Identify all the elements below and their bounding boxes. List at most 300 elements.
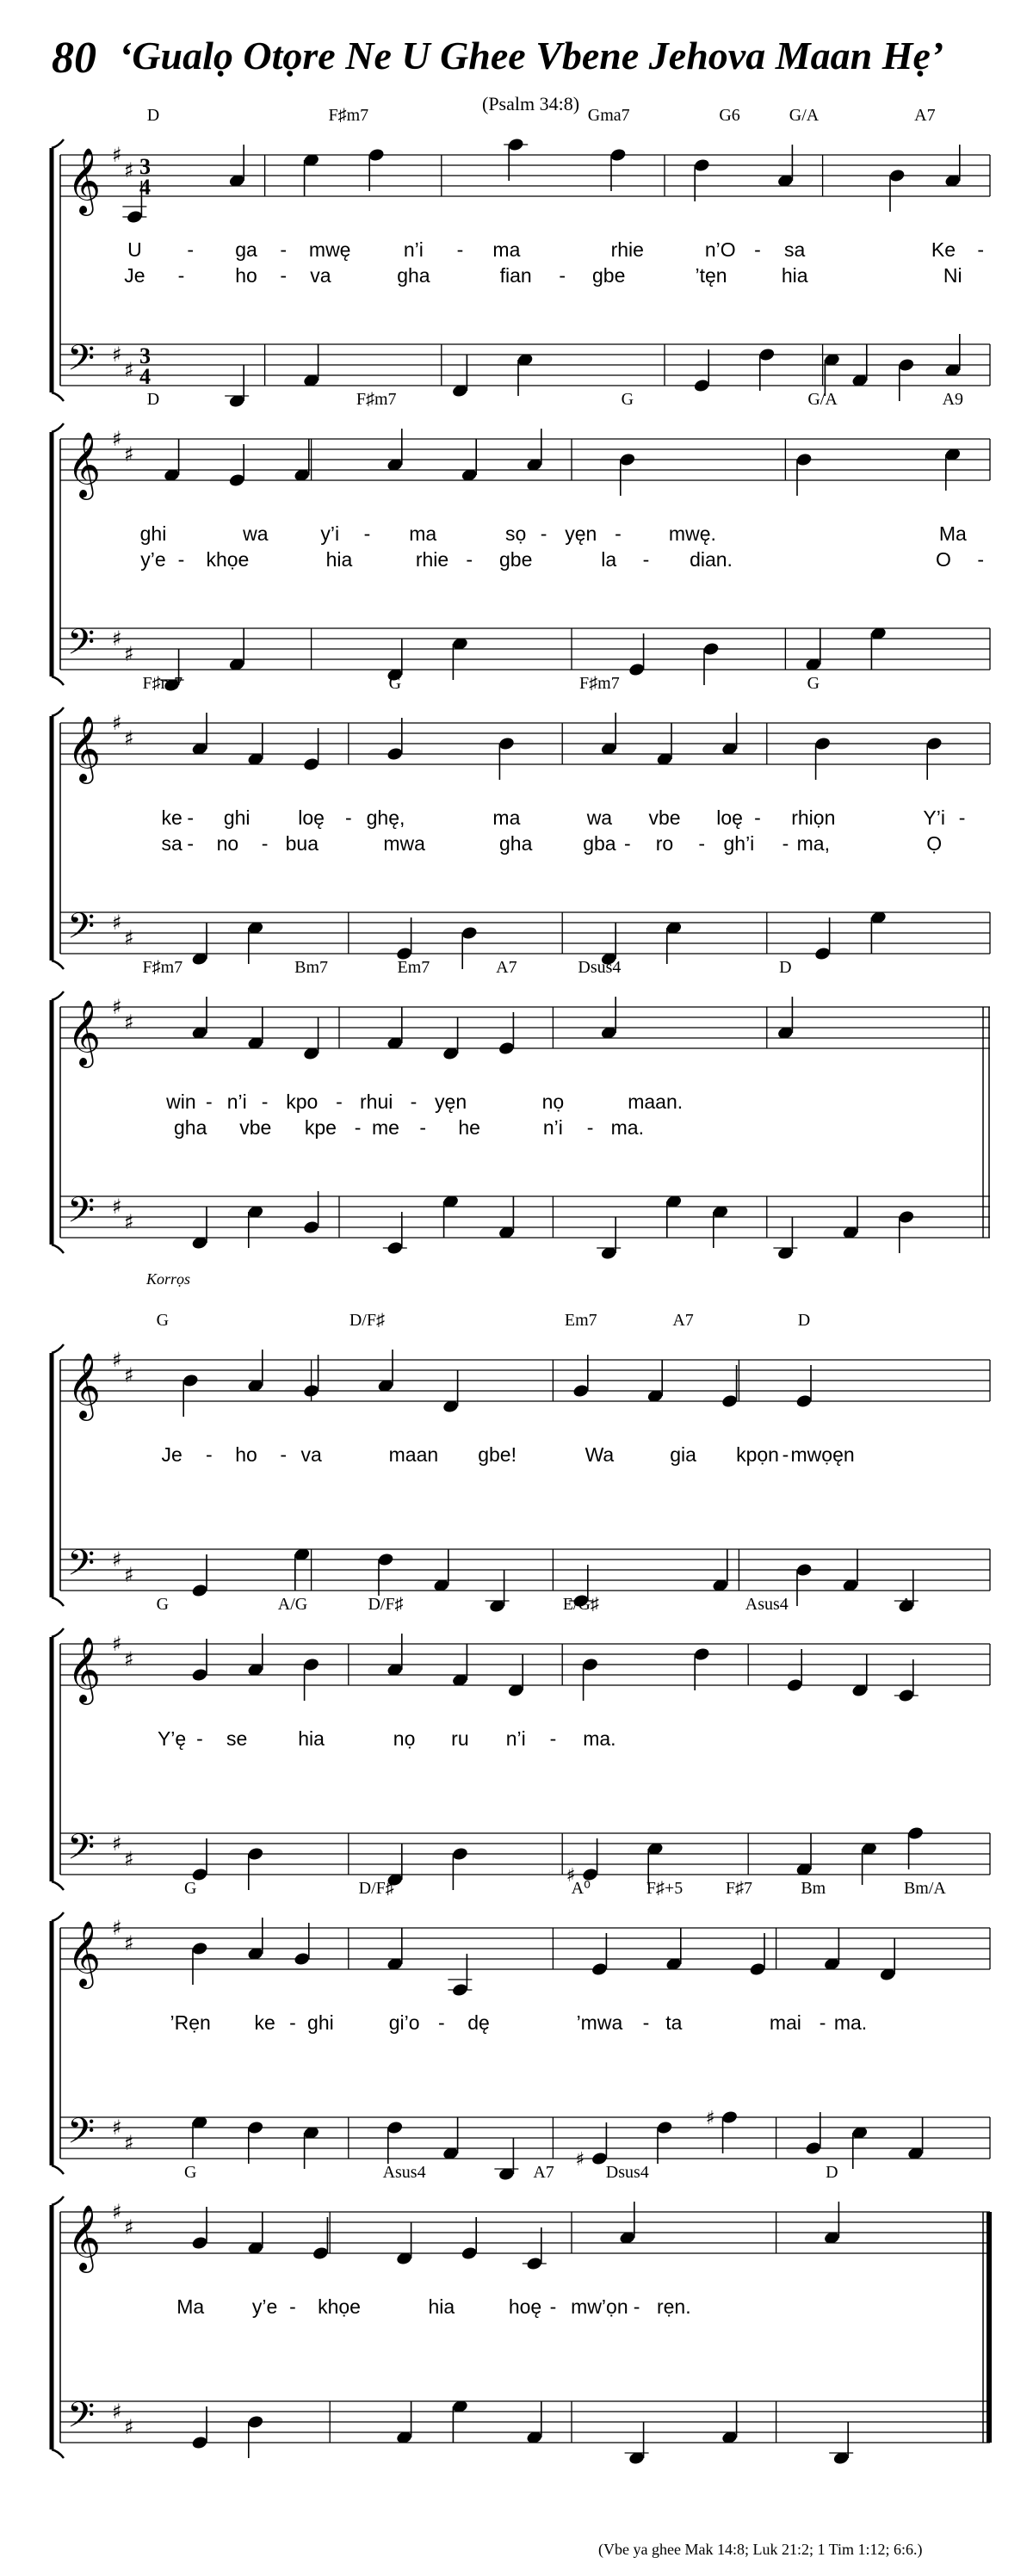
note-head [191, 2235, 208, 2250]
lyric-syllable: - [782, 1443, 789, 1466]
lyric-syllable: Ke [931, 238, 956, 261]
lyric-syllable: sa [161, 832, 182, 855]
bass-clef-icon: 𝄢 [67, 1542, 96, 1592]
bracket-bottom [52, 676, 64, 685]
bracket-top [52, 1912, 64, 1921]
lyric-syllable: Y’ę [157, 1727, 187, 1750]
lyric-syllable: yęn [435, 1090, 467, 1113]
chord-symbol: G [183, 2163, 197, 2182]
lyric-syllable: la [601, 548, 617, 571]
lyric-syllable: dian. [690, 548, 733, 571]
lyric-syllable: - [336, 1090, 343, 1113]
lyric-syllable: - [977, 238, 985, 261]
lyric-syllable: - [410, 1090, 418, 1113]
lyric-syllable: - [261, 1090, 269, 1113]
lyric-syllable: ’Rẹn [170, 2011, 211, 2034]
note-head [693, 158, 710, 172]
lyric-syllable: - [289, 2011, 296, 2034]
lyric-syllable: n’i [542, 1116, 563, 1139]
lyric-syllable: - [205, 1090, 213, 1113]
bracket-top [52, 1628, 64, 1637]
time-signature-top: 3 [139, 343, 151, 368]
note-head [302, 757, 319, 771]
lyric-syllable: ’mwa [576, 2011, 623, 2034]
music-system [52, 390, 990, 693]
bass-note-head [247, 2120, 264, 2134]
lyric-syllable: - [280, 264, 288, 287]
key-signature-sharp: ♯ [112, 911, 122, 935]
lyric-syllable: - [623, 832, 631, 855]
bass-clef-icon: 𝄢 [67, 337, 96, 387]
lyric-syllable: ru [451, 1727, 469, 1750]
note-head [591, 1961, 608, 1976]
lyric-syllable: - [754, 806, 761, 829]
lyric-syllable: - [549, 1727, 557, 1750]
song-number: 80 [52, 34, 96, 83]
lyric-syllable: gha [499, 832, 533, 855]
lyric-syllable: y’e [140, 548, 166, 571]
bass-note-head [461, 925, 478, 940]
bracket-bottom [52, 2165, 64, 2174]
chord-symbol: Dsus4 [578, 958, 622, 977]
lyric-syllable: - [782, 832, 789, 855]
bass-clef-icon: 𝄢 [67, 621, 96, 671]
key-signature-sharp: ♯ [124, 158, 134, 182]
chord-symbol: F♯+5 [646, 1879, 684, 1898]
lyric-syllable: rhui [360, 1090, 393, 1113]
bracket-top [52, 139, 64, 148]
note-head [619, 452, 636, 466]
lyric-syllable: rẹn. [656, 2295, 691, 2318]
lyric-syllable: ghi [307, 2011, 334, 2034]
lyric-syllable: me [372, 1116, 399, 1139]
key-signature-sharp: ♯ [124, 1931, 134, 1955]
lyric-syllable: gha [174, 1116, 207, 1139]
note-head [572, 1383, 590, 1398]
key-signature-sharp: ♯ [112, 995, 122, 1019]
note-head [813, 736, 831, 751]
bass-note-head [898, 1209, 915, 1224]
note-head [182, 1373, 199, 1387]
lyric-syllable: - [177, 548, 185, 571]
key-signature-sharp: ♯ [124, 358, 134, 382]
bracket-bottom [52, 1597, 64, 1606]
bracket-bottom [52, 1245, 64, 1253]
lyric-syllable: O [936, 548, 951, 571]
lyric-syllable: gha [397, 264, 430, 287]
treble-clef-icon: 𝄞 [67, 999, 102, 1066]
key-signature-sharp: ♯ [124, 926, 134, 950]
lyric-syllable: - [698, 832, 706, 855]
lyric-syllable: khọe [318, 2295, 361, 2318]
treble-clef-icon: 𝄞 [67, 2204, 102, 2270]
chord-symbol: A7 [672, 1311, 694, 1330]
key-signature-sharp: ♯ [112, 1348, 122, 1372]
key-signature-sharp: ♯ [124, 442, 134, 466]
footnote: (Vbe ya ghee Mak 14:8; Luk 21:2; 1 Tim 1:12; 6:6.) [598, 2541, 923, 2558]
chord-symbol: A/G [277, 1595, 308, 1614]
lyric-syllable: - [819, 2011, 826, 2034]
lyric-syllable: fian [499, 264, 532, 287]
key-signature-sharp: ♯ [112, 711, 122, 735]
key-signature-sharp: ♯ [124, 1647, 134, 1671]
lyric-syllable: - [958, 806, 966, 829]
lyric-syllable: - [354, 1116, 362, 1139]
lyric-syllable: gbe! [478, 1443, 516, 1466]
chord-symbol: G/A [807, 390, 838, 409]
chord-symbol: D/F♯ [368, 1595, 404, 1614]
chord-symbol: F♯7 [725, 1879, 752, 1898]
bass-clef-icon: 𝄢 [67, 2110, 96, 2160]
lyric-syllable: ma. [610, 1116, 644, 1139]
lyric-syllable: gba [583, 832, 616, 855]
key-signature-sharp: ♯ [112, 2116, 122, 2140]
lyric-syllable: - [586, 1116, 594, 1139]
note-head [191, 1941, 208, 1955]
lyric-syllable: Je [124, 264, 145, 287]
chord-symbol: E/G♯ [562, 1595, 599, 1614]
treble-clef-icon: 𝄞 [67, 1352, 102, 1418]
lyric-syllable: ga [235, 238, 257, 261]
music-system [52, 1270, 990, 1614]
note-head [795, 1393, 813, 1408]
lyric-syllable: kpọn [736, 1443, 779, 1466]
note-head [693, 1646, 710, 1661]
bracket-top [52, 2196, 64, 2205]
note-head [302, 1657, 319, 1671]
sharp-accidental-icon: ♯ [575, 2149, 585, 2171]
key-signature-sharp: ♯ [124, 1010, 134, 1035]
key-signature-sharp: ♯ [112, 627, 122, 651]
key-signature-sharp: ♯ [112, 2400, 122, 2424]
section-label: Korrọs [146, 1270, 191, 1288]
time-signature-top: 3 [139, 154, 151, 179]
key-signature-sharp: ♯ [112, 1547, 122, 1572]
lyric-syllable: gbe [499, 548, 533, 571]
note-head [312, 2246, 329, 2260]
lyric-syllable: hia [298, 1727, 325, 1750]
bracket-top [52, 991, 64, 1000]
lyric-syllable: - [642, 548, 650, 571]
chord-symbol: Asus4 [745, 1595, 789, 1614]
treble-clef-icon: 𝄞 [67, 715, 102, 781]
note-head [498, 1041, 515, 1055]
lyric-syllable: Ma [176, 2295, 205, 2318]
lyric-syllable: - [633, 2295, 640, 2318]
bracket-top [52, 423, 64, 432]
bass-note-head [451, 1846, 468, 1861]
lyric-syllable: Je [161, 1443, 182, 1466]
lyric-syllable: gi’o [388, 2011, 420, 2034]
bracket-bottom [52, 392, 64, 401]
lyric-syllable: - [280, 238, 288, 261]
lyric-syllable: mwọęn [790, 1443, 855, 1466]
chord-symbol: Bm [801, 1879, 826, 1898]
lyric-syllable: ghi [139, 522, 167, 545]
lyric-syllable: U [127, 238, 142, 261]
note-head [228, 473, 245, 487]
bracket-bottom [52, 1881, 64, 1890]
chord-symbol: D [146, 106, 160, 125]
lyric-syllable: - [754, 238, 761, 261]
music-system [52, 1879, 990, 2182]
lyric-syllable: - [261, 832, 269, 855]
bass-note-head [805, 2140, 822, 2155]
music-system [52, 1595, 990, 1890]
lyric-syllable: n’i [226, 1090, 247, 1113]
bass-note-head [656, 2120, 673, 2134]
chord-symbol: D [826, 2163, 838, 2182]
lyric-syllable: hoę [508, 2295, 542, 2318]
lyric-syllable: - [196, 1727, 203, 1750]
bass-note-head [628, 662, 645, 676]
chord-symbol: A7 [533, 2163, 554, 2182]
note-head [795, 452, 813, 466]
lyric-syllable: ro [655, 832, 674, 855]
bass-note-head [898, 357, 915, 372]
lyric-syllable: - [187, 832, 195, 855]
lyric-syllable: ma [409, 522, 437, 545]
key-signature-sharp: ♯ [124, 2415, 134, 2439]
chord-symbol: Dsus4 [605, 2163, 649, 2182]
note-head [461, 2246, 478, 2260]
lyric-syllable: - [344, 806, 352, 829]
bass-note-head [377, 1552, 394, 1566]
lyric-syllable: dę [467, 2011, 490, 2034]
note-head [368, 147, 385, 162]
key-signature-sharp: ♯ [124, 1847, 134, 1871]
chord-symbol: Bm7 [294, 958, 329, 977]
treble-clef-icon: 𝄞 [67, 1636, 102, 1702]
key-signature-sharp: ♯ [124, 642, 134, 666]
chord-symbol: F♯m7 [356, 390, 397, 409]
lyric-syllable: Ma [938, 522, 967, 545]
bass-clef-icon: 𝄢 [67, 2394, 96, 2444]
chord-symbol: Bm/A [903, 1879, 946, 1898]
bass-note-head [906, 1825, 924, 1840]
lyric-syllable: ho [235, 264, 257, 287]
lyric-syllable: - [205, 1443, 213, 1466]
chord-symbol: A7 [496, 958, 517, 977]
lyric-syllable: ma, [796, 832, 830, 855]
lyric-syllable: loę [716, 806, 743, 829]
key-signature-sharp: ♯ [112, 143, 122, 167]
lyric-syllable: he [458, 1116, 480, 1139]
bass-note-head [302, 1220, 319, 1234]
lyric-syllable: ghi [223, 806, 251, 829]
lyric-syllable: nọ [541, 1090, 565, 1113]
lyric-syllable: ’tęn [695, 264, 727, 287]
lyric-syllable: rhie [610, 238, 644, 261]
bass-note-head [721, 2110, 738, 2124]
chord-symbol: D/F♯ [349, 1311, 385, 1330]
key-signature-sharp: ♯ [124, 1210, 134, 1234]
key-signature-sharp: ♯ [112, 343, 122, 367]
lyric-syllable: loę [298, 806, 325, 829]
lyric-syllable: Ọ [926, 832, 943, 855]
lyric-syllable: ke [161, 806, 182, 829]
lyric-syllable: n’i [403, 238, 424, 261]
note-head [925, 736, 943, 751]
lyric-syllable: ma. [833, 2011, 868, 2034]
chord-symbol: D [146, 390, 160, 409]
lyric-syllable: khọe [206, 548, 250, 571]
bass-clef-icon: 𝄢 [67, 1189, 96, 1239]
chord-symbol: D/F♯ [358, 1879, 394, 1898]
bracket-top [52, 707, 64, 716]
key-signature-sharp: ♯ [112, 427, 122, 451]
key-signature-sharp: ♯ [112, 1916, 122, 1940]
lyric-syllable: - [977, 548, 985, 571]
bass-clef-icon: 𝄢 [67, 1826, 96, 1876]
key-signature-sharp: ♯ [124, 1563, 134, 1587]
lyric-syllable: mwa [383, 832, 425, 855]
chord-symbol: Gma7 [587, 106, 630, 125]
chord-symbol: G [621, 390, 634, 409]
chord-symbol: F♯m7 [142, 958, 183, 977]
treble-clef-icon: 𝄞 [67, 147, 102, 213]
key-signature-sharp: ♯ [112, 1632, 122, 1656]
key-signature-sharp: ♯ [112, 1832, 122, 1856]
chord-symbol: G [807, 674, 820, 693]
key-signature-sharp: ♯ [112, 2200, 122, 2224]
lyric-syllable: ho [235, 1443, 257, 1466]
note-head [302, 1383, 319, 1398]
lyric-syllable: - [437, 2011, 445, 2034]
lyric-syllable: rhie [415, 548, 449, 571]
note-head [888, 168, 906, 182]
key-signature-sharp: ♯ [124, 2131, 134, 2155]
chord-symbol: A9 [942, 390, 964, 409]
time-signature-bottom: 4 [139, 364, 151, 389]
lyric-syllable: - [615, 522, 622, 545]
treble-clef-icon: 𝄞 [67, 1920, 102, 1986]
lyric-syllable: va [300, 1443, 322, 1466]
scripture-reference: (Psalm 34:8) [482, 93, 580, 114]
lyric-syllable: - [549, 2295, 557, 2318]
chord-symbol: A⁰ [571, 1879, 591, 1898]
lyric-syllable: gia [670, 1443, 696, 1466]
lyric-syllable: - [363, 522, 371, 545]
lyric-syllable: n’O [704, 238, 736, 261]
note-head [749, 1961, 766, 1976]
note-head [786, 1677, 803, 1692]
key-signature-sharp: ♯ [124, 1363, 134, 1387]
bass-note-head [758, 347, 776, 361]
note-head [294, 1951, 311, 1966]
note-head [191, 1667, 208, 1682]
note-head [581, 1657, 598, 1671]
note-head [721, 1393, 738, 1408]
bass-note-head [702, 641, 720, 656]
lyric-syllable: kpo [286, 1090, 319, 1113]
bass-note-head [387, 2120, 404, 2134]
lyric-syllable: sọ [505, 522, 527, 545]
time-signature-bottom: 4 [139, 175, 151, 200]
sharp-accidental-icon: ♯ [705, 2108, 715, 2129]
chord-symbol: D [779, 958, 792, 977]
lyric-syllable: - [280, 1443, 288, 1466]
lyric-syllable: maan [388, 1443, 439, 1466]
key-signature-sharp: ♯ [124, 726, 134, 751]
lyric-syllable: Ni [943, 264, 962, 287]
lyric-syllable: win [166, 1090, 196, 1113]
lyric-syllable: vbe [239, 1116, 272, 1139]
sharp-accidental-icon: ♯ [566, 1865, 576, 1887]
lyric-syllable: va [310, 264, 331, 287]
key-signature-sharp: ♯ [124, 2215, 134, 2239]
lyric-syllable: kpe [304, 1116, 337, 1139]
lyric-syllable: gbe [592, 264, 626, 287]
lyric-syllable: mai [769, 2011, 801, 2034]
lyric-syllable: hia [781, 264, 808, 287]
bass-note-head [247, 2414, 264, 2429]
bass-note-head [191, 1583, 208, 1597]
chord-symbol: G6 [719, 106, 740, 125]
chord-symbol: Asus4 [382, 2163, 426, 2182]
lyric-syllable: - [177, 264, 185, 287]
lyric-syllable: - [559, 264, 566, 287]
lyric-syllable: vbe [648, 806, 681, 829]
chord-symbol: Em7 [564, 1311, 597, 1330]
lyric-syllable: - [187, 806, 195, 829]
key-signature-sharp: ♯ [112, 1195, 122, 1219]
music-system [52, 106, 990, 409]
lyric-syllable: wa [243, 522, 269, 545]
lyric-syllable: ta [665, 2011, 683, 2034]
bass-note-head [247, 1846, 264, 1861]
chord-symbol: A7 [914, 106, 936, 125]
chord-symbol: A [900, 1595, 913, 1614]
lyric-syllable: mwę [308, 238, 351, 261]
song-title: ‘Gualọ Otọre Ne U Ghee Vbene Jehova Maan Hẹ’ [119, 34, 944, 77]
chord-symbol: G [156, 1311, 170, 1330]
lyric-syllable: sa [784, 238, 806, 261]
music-system [52, 674, 990, 969]
lyric-syllable: y’e [251, 2295, 278, 2318]
lyric-syllable: maan. [628, 1090, 684, 1113]
bracket-bottom [52, 961, 64, 969]
lyric-syllable: - [289, 2295, 296, 2318]
chord-symbol: F♯m7 [579, 674, 620, 693]
lyric-syllable: ma [492, 238, 521, 261]
lyric-syllable: ma. [583, 1727, 616, 1750]
lyric-syllable: ma [492, 806, 521, 829]
lyric-syllable: n’i [505, 1727, 526, 1750]
lyric-syllable: mw’ọn [571, 2295, 628, 2318]
chord-symbol: G [388, 674, 402, 693]
lyric-syllable: Y’i [923, 806, 945, 829]
treble-clef-icon: 𝄞 [67, 431, 102, 497]
lyric-syllable: - [466, 548, 473, 571]
bass-note-head [191, 2435, 208, 2449]
chord-symbol: F♯m7 [328, 106, 369, 125]
music-system [52, 2163, 990, 2466]
note-head [609, 147, 627, 162]
chord-symbol: Em7 [397, 958, 430, 977]
note-head [387, 746, 404, 761]
lyric-syllable: wa [586, 806, 613, 829]
lyric-syllable: hia [325, 548, 353, 571]
bass-note-head [693, 378, 710, 392]
chord-symbol: G [183, 1879, 197, 1898]
bass-note-head [813, 946, 831, 961]
lyric-syllable: ke [254, 2011, 275, 2034]
lyric-syllable: rhiọn [791, 806, 836, 829]
lyric-syllable: - [456, 238, 464, 261]
lyric-syllable: no [216, 832, 239, 855]
chord-symbol: F♯m7 [142, 674, 183, 693]
